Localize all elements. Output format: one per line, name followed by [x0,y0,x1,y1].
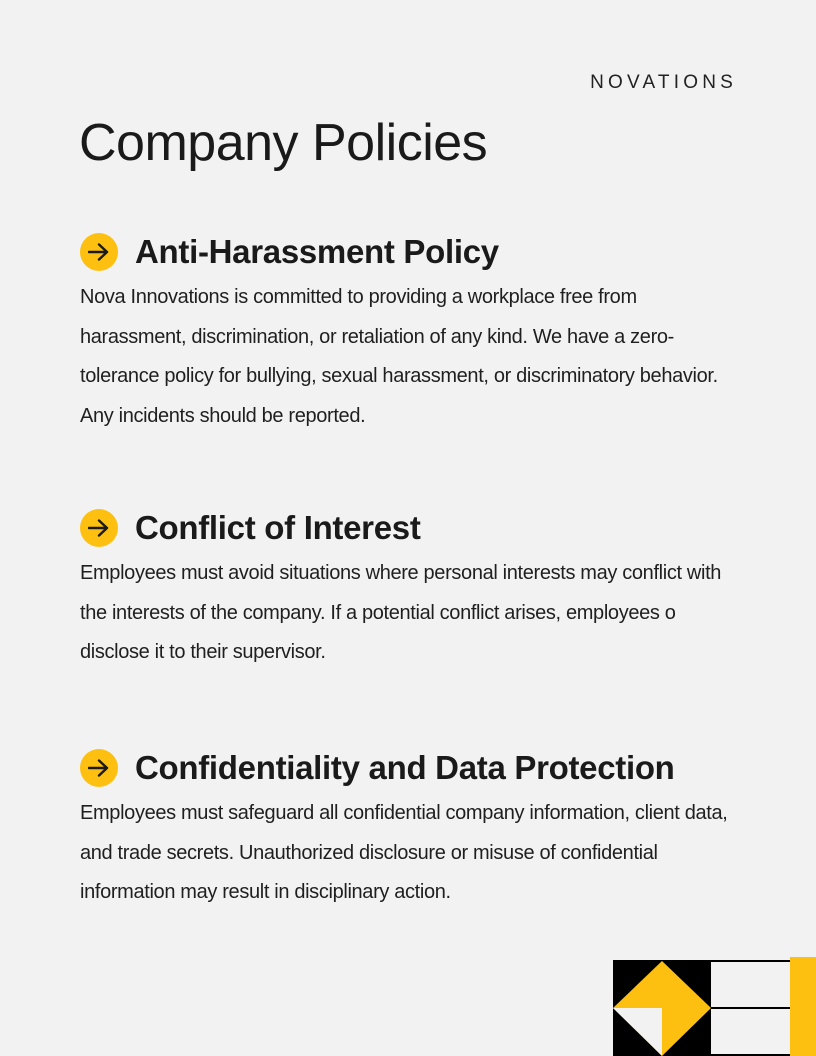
section-heading-row [80,746,740,790]
yellow-diamond [613,961,711,1056]
arrow-right-icon [80,749,118,787]
policy-section-conflict-of-interest [80,506,740,673]
section-body: Employees must avoid situations where personal interests may conflict with the interests of the company. If a potential conflict arises, employees o disclose it to their supervisor. [80,562,722,664]
section-title: Confidentiality and Data Protection [135,749,675,786]
section-body: Employees must safeguard all confidential company information, client data, and trade secrets. Unauthorized disclosure or misuse of confidential information may result in disciplinary action. [80,802,728,904]
section-title: Conflict of Interest [135,509,421,546]
section-body: Nova Innovations is committed to providing a workplace free from harassment, discrimination, or retaliation of any kind. We have a zero-tolerance policy for bullying, sexual harassment, or discriminatory behavior. Any incidents should be reported. [80,286,718,427]
yellow-bar [790,957,816,1056]
black-square [613,960,711,1056]
section-heading-row [80,506,740,550]
brand-wordmark: NOVATIONS [590,72,737,93]
policy-section-anti-harassment [80,230,740,436]
policy-section-confidentiality [80,746,740,913]
page-title: Company Policies [79,114,488,172]
section-heading-row [80,230,740,274]
section-title: Anti-Harassment Policy [135,233,499,270]
arrow-right-icon [80,233,118,271]
white-triangle [613,1008,662,1056]
arrow-right-icon [80,509,118,547]
